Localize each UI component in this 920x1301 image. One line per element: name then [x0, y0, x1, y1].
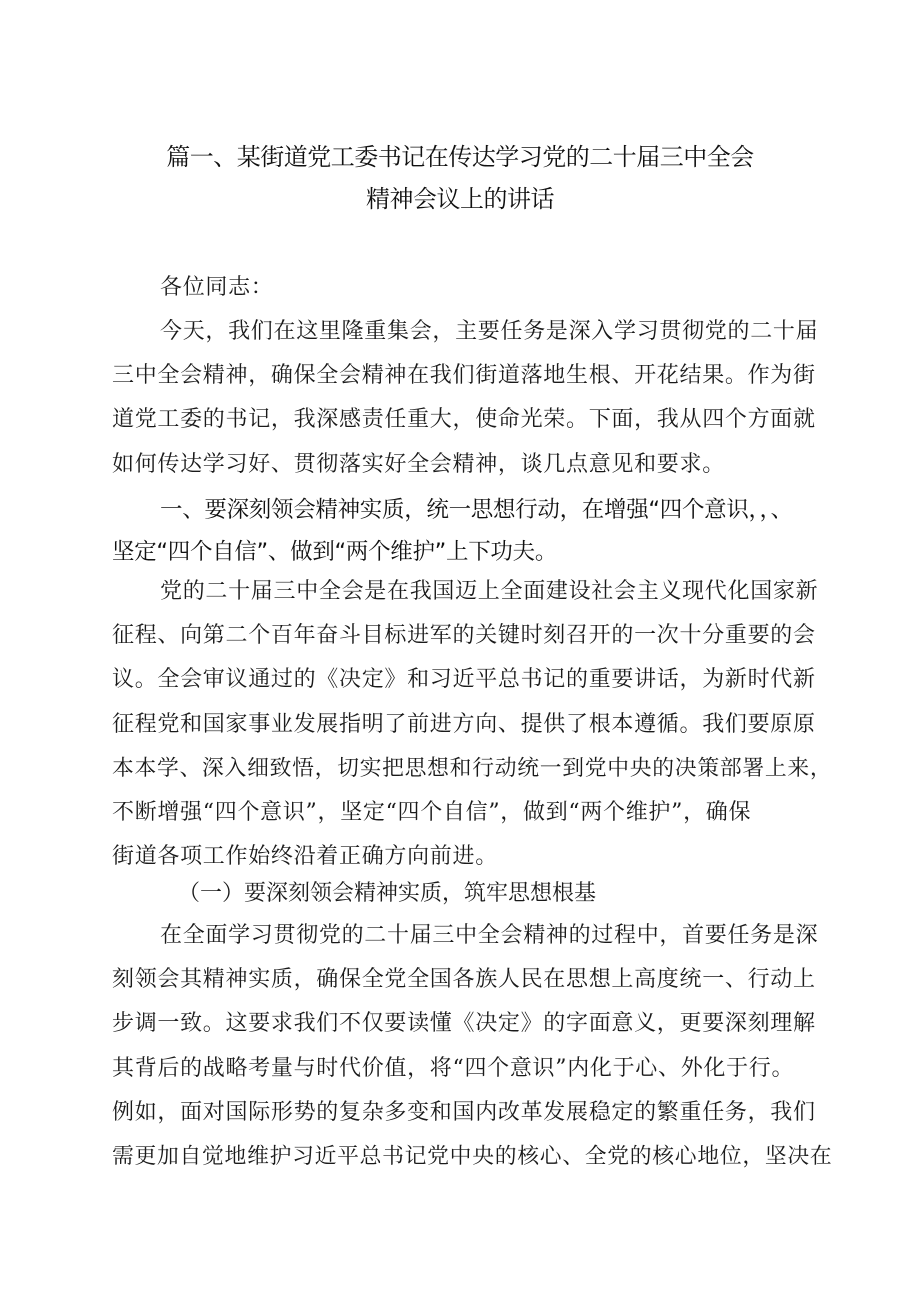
heading-line: 一、要深刻领会精神实质，统一思想行动，在增强“四个意识，，、 [160, 497, 793, 523]
paragraph-line: 刻领会其精神实质，确保全党全国各族人民在思想上高度统一、行动上 [112, 967, 816, 993]
intro-line: 今天，我们在这里隆重集会，主要任务是深入学习贯彻党的二十届 [160, 319, 819, 344]
paragraph-line: 在全面学习贯彻党的二十届三中全会精神的过程中，首要任务是深 [160, 923, 819, 948]
paragraph-line: 征程、向第二个百年奋斗目标进军的关键时刻召开的一次十分重要的会 [112, 623, 816, 649]
intro-line: 三中全会精神，确保全会精神在我们街道落地生根、开花结果。作为街 [112, 363, 816, 389]
paragraph-2 [112, 914, 832, 1179]
paragraph-line: 党的二十届三中全会是在我国迈上全面建设社会主义现代化国家新 [160, 579, 819, 604]
salutation: 各位同志： [160, 275, 274, 300]
paragraph-line: 步调一致。这要求我们不仅要读懂《决定》的字面意义，更要深刻理解 [112, 1011, 816, 1037]
intro-paragraph [112, 310, 832, 487]
paragraph-1 [112, 570, 832, 879]
paragraph-line: 本本学、深入细致悟，切实把思想和行动统一到党中央的决策部署上来， [112, 755, 833, 781]
subsection-heading-1: （一）要深刻领会精神实质，筑牢思想根基 [178, 881, 597, 906]
intro-line: 道党工委的书记，我深感责任重大，使命光荣。下面，我从四个方面就 [112, 407, 816, 433]
paragraph-line: 议。全会审议通过的《决定》和习近平总书记的重要讲话，为新时代新 [112, 667, 816, 693]
paragraph-line: 不断增强“四个意识”，坚定“四个自信”，做到“两个维护”，确保 [112, 800, 752, 826]
paragraph-line: 街道各项工作始终沿着正确方向前进。 [112, 844, 498, 870]
paragraph-line: 需更加自觉地维护习近平总书记党中央的核心、全党的核心地位，坚决在 [112, 1144, 833, 1170]
document-title-line-1: 篇一、某街道党工委书记在传达学习党的二十届三中全会 [166, 143, 754, 171]
section-heading-1 [112, 489, 842, 573]
document-title-line-2: 精神会议上的讲话 [366, 185, 554, 213]
paragraph-line: 其背后的战略考量与时代价值，将“四个意识”内化于心、外化于行。 [112, 1055, 795, 1081]
paragraph-line: 例如，面对国际形势的复杂多变和国内改革发展稳定的繁重任务，我们 [112, 1099, 816, 1125]
paragraph-line: 征程党和国家事业发展指明了前进方向、提供了根本遵循。我们要原原 [112, 711, 816, 737]
heading-line: 坚定“四个自信”、做到“两个维护”上下功夫。 [112, 539, 558, 565]
intro-line: 如何传达学习好、贯彻落实好全会精神，谈几点意见和要求。 [112, 451, 725, 477]
